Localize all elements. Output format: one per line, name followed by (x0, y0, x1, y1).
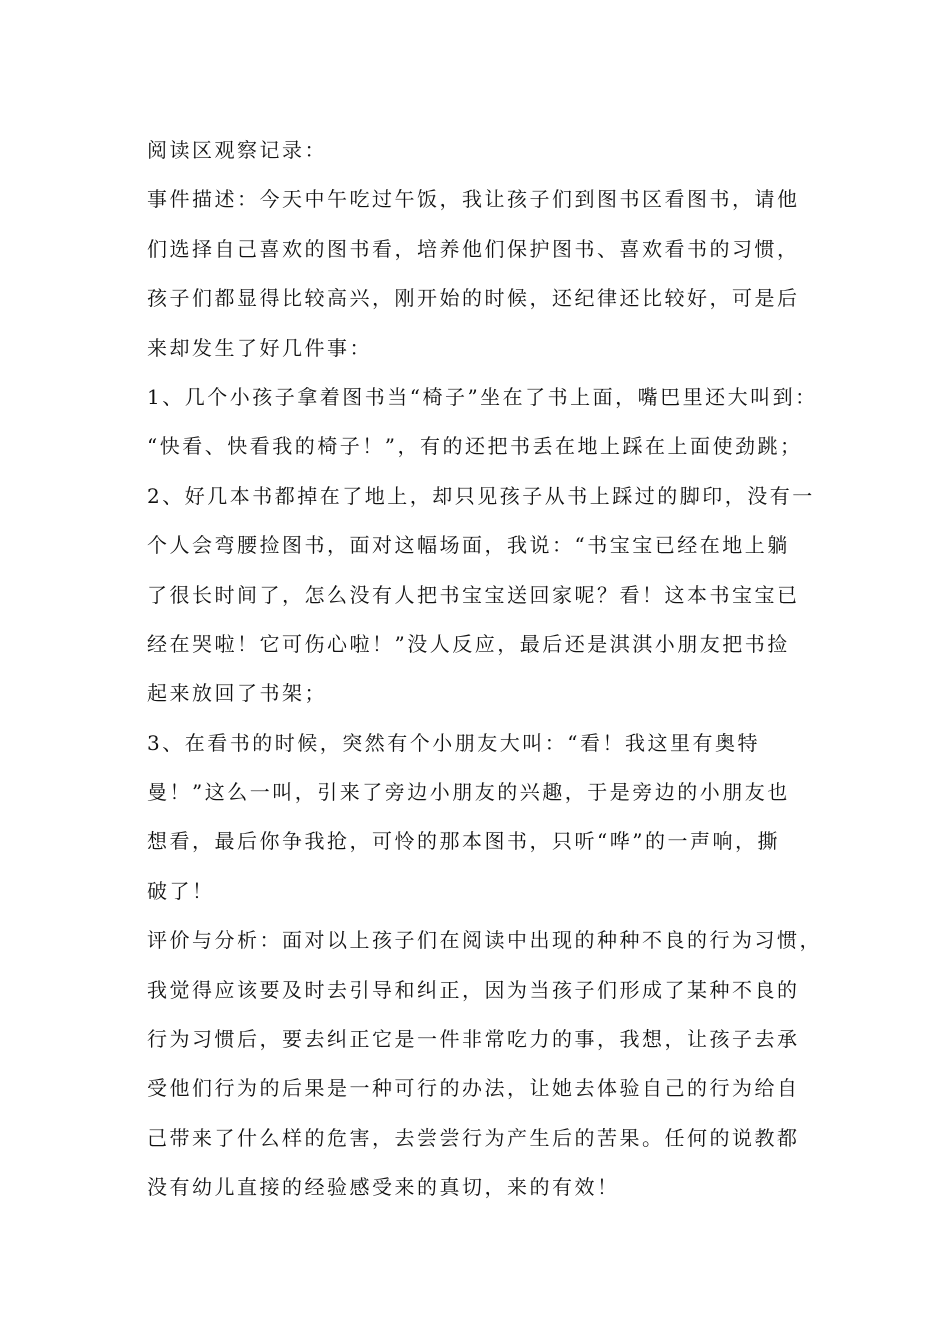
document-body (147, 126, 837, 1213)
text-line: 我觉得应该要及时去引导和纠正，因为当孩子们形成了某种不良的 (147, 977, 800, 1002)
text-line: “快看、快看我的椅子！”，有的还把书丢在地上踩在上面使劲跳； (147, 434, 803, 459)
text-line: 2、好几本书都掉在了地上，却只见孩子从书上踩过的脚印，没有一 (147, 483, 815, 508)
text-line: 1、几个小孩子拿着图书当“椅子”坐在了书上面，嘴巴里还大叫到： (147, 384, 818, 409)
text-line: 经在哭啦！它可伤心啦！”没人反应，最后还是淇淇小朋友把书捡 (147, 631, 790, 656)
text-line: 破了！ (147, 878, 215, 903)
text-line: 事件描述：今天中午吃过午饭，我让孩子们到图书区看图书，请他 (147, 187, 800, 212)
text-line: 们选择自己喜欢的图书看，培养他们保护图书、喜欢看书的习惯， (147, 236, 800, 261)
text-line: 曼！”这么一叫，引来了旁边小朋友的兴趣，于是旁边的小朋友也 (147, 780, 790, 805)
document-heading: 阅读区观察记录： (147, 138, 327, 162)
text-line: 起来放回了书架； (147, 681, 327, 706)
text-line: 孩子们都显得比较高兴，刚开始的时候，还纪律还比较好，可是后 (147, 286, 800, 311)
text-line: 3、在看书的时候，突然有个小朋友大叫：“看！我这里有奥特 (147, 730, 760, 755)
text-line: 没有幼儿直接的经验感受来的真切，来的有效！ (147, 1175, 620, 1200)
text-line: 受他们行为的后果是一种可行的办法，让她去体验自己的行为给自 (147, 1076, 800, 1101)
text-line: 想看，最后你争我抢，可怜的那本图书，只听“哗”的一声响，撕 (147, 829, 780, 854)
text-line: 了很长时间了，怎么没有人把书宝宝送回家呢？看！这本书宝宝已 (147, 582, 800, 607)
text-line: 己带来了什么样的危害，去尝尝行为产生后的苦果。任何的说教都 (147, 1125, 800, 1150)
text-line: 评价与分析：面对以上孩子们在阅读中出现的种种不良的行为习惯， (147, 928, 822, 953)
text-line: 行为习惯后，要去纠正它是一件非常吃力的事，我想，让孩子去承 (147, 1027, 800, 1052)
text-line: 个人会弯腰捡图书，面对这幅场面，我说：“书宝宝已经在地上躺 (147, 533, 790, 558)
text-line: 来却发生了好几件事： (147, 335, 372, 360)
